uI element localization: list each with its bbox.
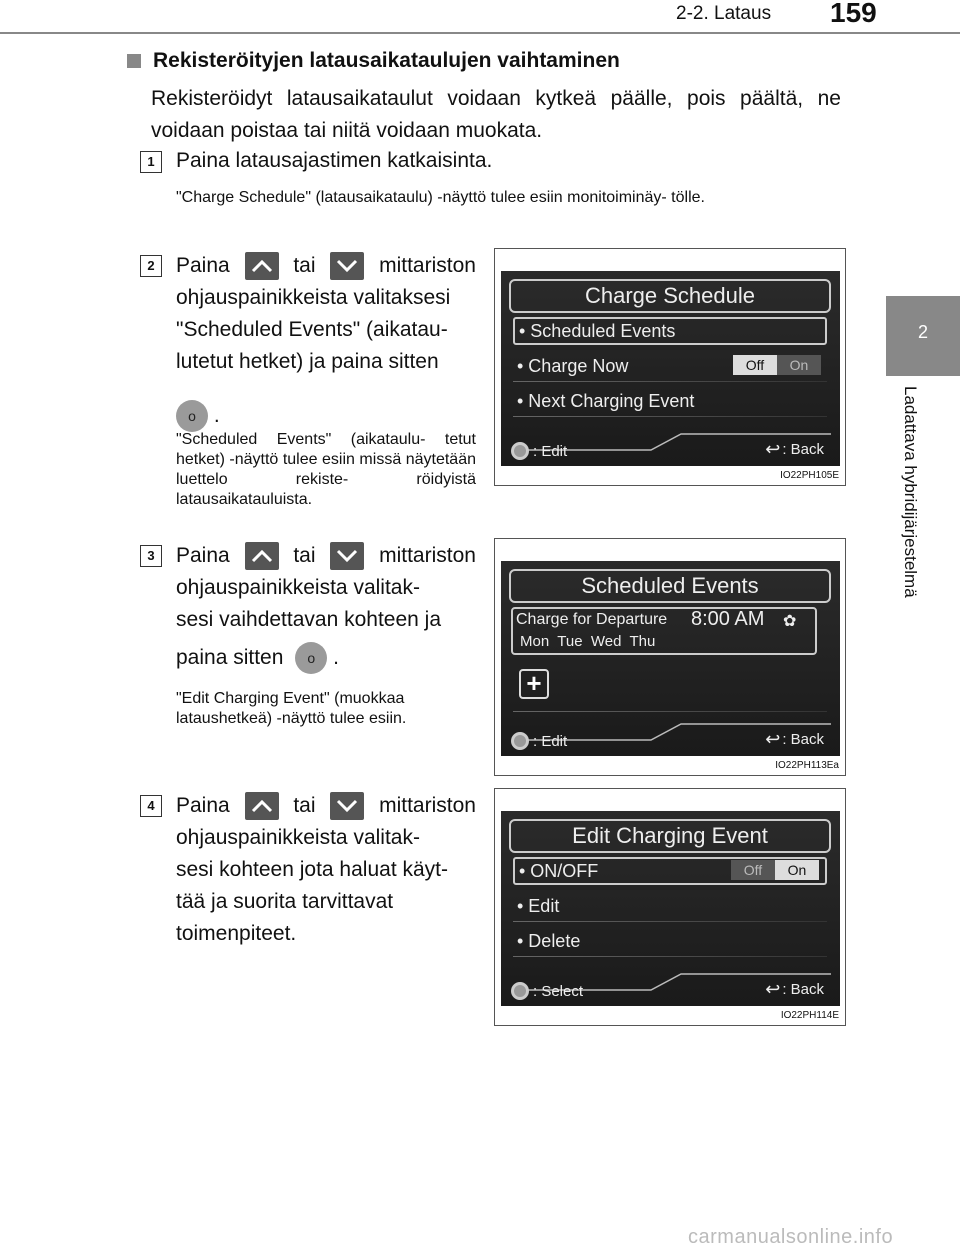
down-arrow-button-icon: [330, 542, 364, 570]
screen-title: Charge Schedule: [509, 279, 831, 313]
step-2-line: ohjauspainikkeista valitaksesi: [176, 286, 451, 309]
display-screen: [501, 561, 840, 756]
back-arrow-icon: ↩: [765, 979, 781, 999]
footer-edit: [511, 442, 567, 460]
menu-item-on-off: [513, 857, 827, 885]
on-off-toggle: [731, 860, 819, 880]
event-days: Mon Tue Wed Thu: [520, 633, 656, 650]
menu-item-delete: • Delete: [517, 931, 581, 951]
footer-edit-label: : Edit: [533, 442, 568, 460]
step-3-line: ohjauspainikkeista valitak-: [176, 576, 420, 599]
step-2-note: "Scheduled Events" (aikataulu- tetut hetket) -näyttö tulee esiin missä näytetään luettelo rekiste- röidyistä latausaikatauluista.: [176, 431, 476, 508]
event-time: 8:00 AM: [691, 608, 765, 630]
charge-now-toggle: [733, 355, 821, 375]
step-1-text: Paina latausajastimen katkaisinta.: [176, 149, 493, 172]
square-bullet-icon: [127, 54, 141, 68]
step-2-text: [176, 250, 476, 432]
toggle-off: Off: [731, 860, 775, 880]
back-arrow-icon: ↩: [765, 439, 781, 459]
chapter-title: Ladattava hybridijärjestelmä: [901, 386, 920, 598]
row-divider: [513, 956, 827, 957]
footer-back-label: : Back: [782, 731, 824, 748]
toggle-on: On: [775, 860, 819, 880]
page-number: 159: [830, 0, 877, 28]
step-3-note: "Edit Charging Event" (muokkaa lataushetkeä) -näyttö tulee esiin.: [176, 690, 407, 727]
up-arrow-button-icon: [245, 792, 279, 820]
toggle-off: Off: [733, 355, 777, 375]
menu-item-scheduled-events: • Scheduled Events: [513, 317, 827, 345]
step-2-line: lutetut hetket) ja paina sitten: [176, 350, 439, 373]
row-divider: [513, 711, 827, 712]
step-3-word: Paina: [176, 544, 230, 567]
step-4-text: [176, 790, 476, 950]
footer-back-label: : Back: [782, 441, 824, 458]
row-divider: [513, 416, 827, 417]
toggle-on: On: [777, 355, 821, 375]
ok-button-icon: o: [176, 400, 208, 432]
footer-select: [511, 982, 583, 1000]
footer-edit-label: : Edit: [533, 732, 568, 750]
header-rule: [0, 32, 960, 34]
step-2-word: mittariston: [379, 254, 476, 277]
step-3-line: sesi vaihdettavan kohteen ja: [176, 608, 442, 631]
figure-scheduled-events: [494, 538, 846, 776]
menu-item-label: • Charge Now: [517, 356, 629, 376]
step-2-word: tai: [293, 254, 316, 277]
ok-button-icon: o: [295, 642, 327, 674]
step-3-end: .: [333, 646, 339, 669]
step-4-line: ohjauspainikkeista valitak-: [176, 826, 420, 849]
step-3-word: tai: [293, 544, 316, 567]
back-arrow-icon: ↩: [765, 729, 781, 749]
watermark[interactable]: carmanualsonline.info: [688, 1226, 894, 1248]
menu-item-edit: • Edit: [517, 896, 560, 916]
step-4-word: tai: [293, 794, 316, 817]
knob-icon: [511, 982, 529, 1000]
step-number-4: 4: [140, 795, 162, 817]
intro-paragraph: Rekisteröidyt latausaikataulut voidaan kytkeä päälle, pois päältä, ne voidaan poistaa tai niitä voidaan muokata.: [151, 87, 841, 142]
step-2-line: "Scheduled Events" (aikatau-: [176, 318, 448, 341]
row-divider: [513, 921, 827, 922]
row-divider: [513, 381, 827, 382]
event-name: Charge for Departure: [516, 611, 668, 628]
up-arrow-button-icon: [245, 542, 279, 570]
step-4-line: tää ja suorita tarvittavat: [176, 890, 394, 913]
step-3-text: [176, 540, 476, 674]
menu-item-label: • ON/OFF: [519, 861, 599, 881]
step-4-word: Paina: [176, 794, 230, 817]
footer-edit: [511, 732, 567, 750]
figure-charge-schedule: [494, 248, 846, 486]
menu-item-next-charging-event: • Next Charging Event: [517, 391, 695, 411]
figure-code: IO22PH114E: [780, 1010, 839, 1021]
section-title-text: Rekisteröityjen latausaikataulujen vaihtaminen: [153, 49, 620, 72]
step-number-2: 2: [140, 255, 162, 277]
down-arrow-button-icon: [330, 792, 364, 820]
figure-code: IO22PH113Ea: [775, 760, 839, 771]
footer-select-label: : Select: [533, 982, 584, 1000]
header-section: 2-2. Lataus: [676, 3, 772, 24]
up-arrow-button-icon: [245, 252, 279, 280]
screen-title: Scheduled Events: [509, 569, 831, 603]
section-title: [127, 49, 620, 73]
add-event-icon: +: [519, 669, 549, 699]
knob-icon: [511, 732, 529, 750]
chapter-tab: 2: [886, 296, 960, 376]
step-3-word: mittariston: [379, 544, 476, 567]
menu-item-charge-now: [513, 352, 827, 380]
display-screen: [501, 811, 840, 1006]
screen-title: Edit Charging Event: [509, 819, 831, 853]
footer-back: [765, 439, 824, 460]
knob-icon: [511, 442, 529, 460]
figure-code: IO22PH105E: [780, 470, 839, 481]
step-2-end: .: [213, 404, 220, 427]
step-number-3: 3: [140, 545, 162, 567]
footer-back-label: : Back: [782, 981, 824, 998]
step-4-line: sesi kohteen jota haluat käyt-: [176, 858, 448, 881]
step-2-word: Paina: [176, 254, 230, 277]
display-screen: [501, 271, 840, 466]
figure-edit-charging-event: [494, 788, 846, 1026]
step-number-1: 1: [140, 151, 162, 173]
event-card: [511, 607, 817, 655]
down-arrow-button-icon: [330, 252, 364, 280]
step-1-note: "Charge Schedule" (latausaikataulu) -näyttö tulee esiin monitoiminäy- tölle.: [176, 189, 705, 206]
footer-back: [765, 979, 824, 1000]
step-4-word: mittariston: [379, 794, 476, 817]
climate-fan-icon: ✿: [783, 613, 797, 630]
step-4-line: toimenpiteet.: [176, 922, 297, 945]
step-3-line: paina sitten: [176, 646, 284, 669]
footer-back: [765, 729, 824, 750]
